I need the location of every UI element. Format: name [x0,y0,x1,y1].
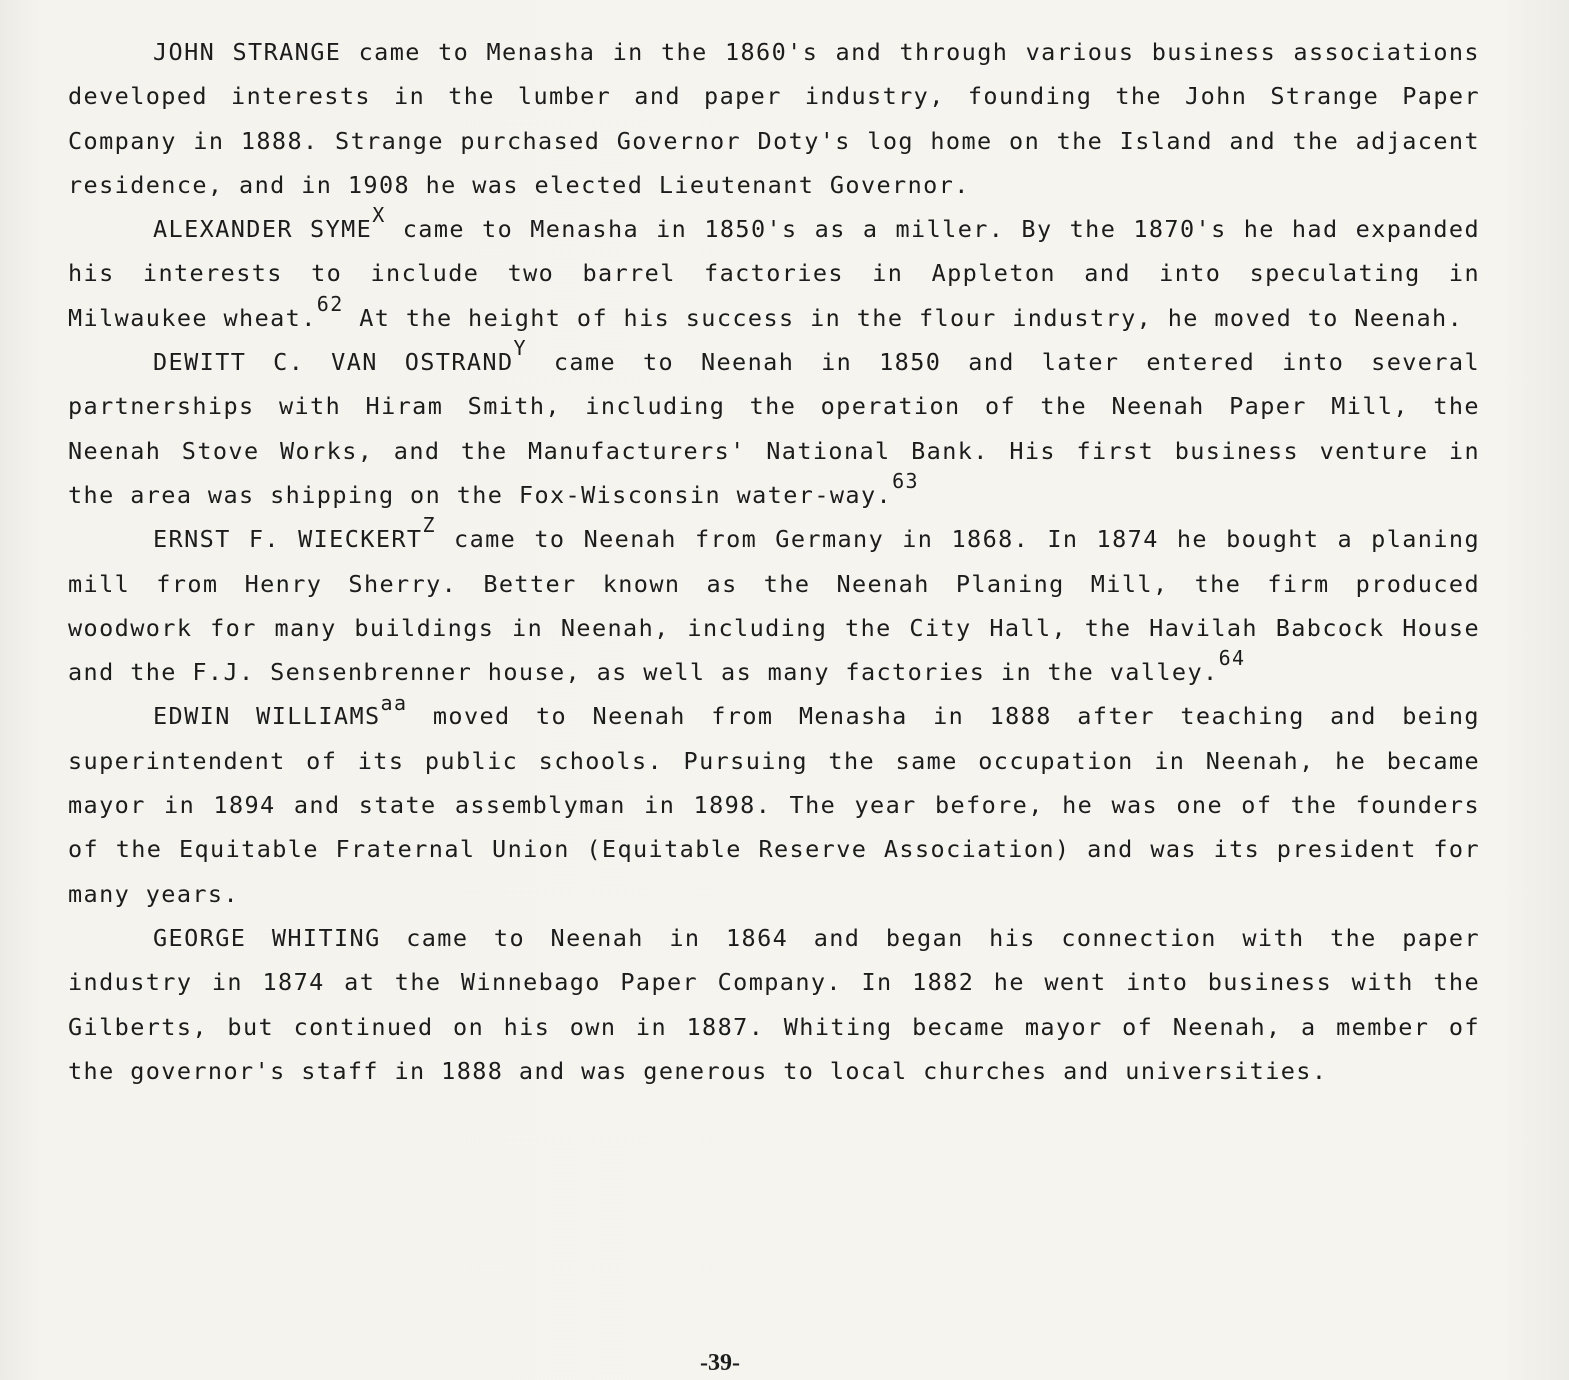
footnote-marker: Y [513,336,527,361]
paragraph-text: ALEXANDER SYME [153,215,373,244]
paragraph-text: At the height of his success in the flour industry, he moved to Neenah. [343,303,1464,332]
paragraph-text: EDWIN WILLIAMS [153,702,381,731]
paragraph-text: DEWITT C. VAN OSTRAND [153,348,514,377]
paragraph-john-strange [68,30,1480,207]
paragraph-text: came to Menasha in 1850's as a miller. By the 1870's he had expanded his interests to include two barrel factories in Appleton and into speculating in Milwaukee wheat. [68,215,1480,332]
paragraph-text: came to Neenah from Germany in 1868. In 1874 he bought a planing mill from Henry Sherry. Better known as the Neenah Planing Mill, the firm produced woodwork for many buildings in Neenah, including the City Hall, the Havilah Babcock House and the F.J. Sensenbrenner house, as well as many factories in the valley. [68,525,1480,687]
paragraph-edwin-williams [68,690,1480,915]
paragraph-text: moved to Neenah from Menasha in 1888 after teaching and being superintendent of its public schools. Pursuing the same occupation in Neenah, he became mayor in 1894 and state assemblyman in 1898. The year before, he was one of the founders of the Equitable Fraternal Union (Equitable Reserve Association) and was its president for many years. [68,702,1480,908]
footnote-marker: X [372,203,386,228]
page-number: -39- [700,1350,740,1376]
paragraph-alexander-syme [68,203,1480,340]
paragraph-text: GEORGE WHITING came to Neenah in 1864 and began his connection with the paper industry in 1874 at the Winnebago Paper Company. In 1882 he went into business with the Gilberts, but continued on his own in 1887. Whiting became mayor of Neenah, a member of the governor's staff in 1888 and was generous to local churches and universities. [68,923,1480,1085]
footnote-marker: 63 [892,469,919,494]
footnote-marker: 64 [1218,646,1246,671]
body-text [68,30,1480,1093]
footnote-marker: 62 [316,291,344,316]
paragraph-text: came to Neenah in 1850 and later entered into several partnerships with Hiram Smith, including the operation of the Neenah Paper Mill, the Neenah Stove Works, and the Manufacturers' National Bank. His first business venture in the area was shipping on the Fox-Wisconsin water-way. [68,348,1481,509]
paragraph-text: JOHN STRANGE came to Menasha in the 1860's and through various business associations developed interests in the lumber and paper industry, founding the John Strange Paper Company in 1888. Strange purchased Governor Doty's log home on the Island and the adjacent residence, and in 1908 he was elected Lieutenant Governor. [68,38,1480,199]
paragraph-george-whiting [68,916,1480,1093]
paragraph-ernst-wieckert [68,513,1480,694]
footnote-marker: aa [380,690,408,715]
paragraph-text: ERNST F. WIECKERT [153,525,423,554]
paragraph-dewitt-van-ostrand [68,336,1481,517]
footnote-marker: Z [422,513,436,538]
